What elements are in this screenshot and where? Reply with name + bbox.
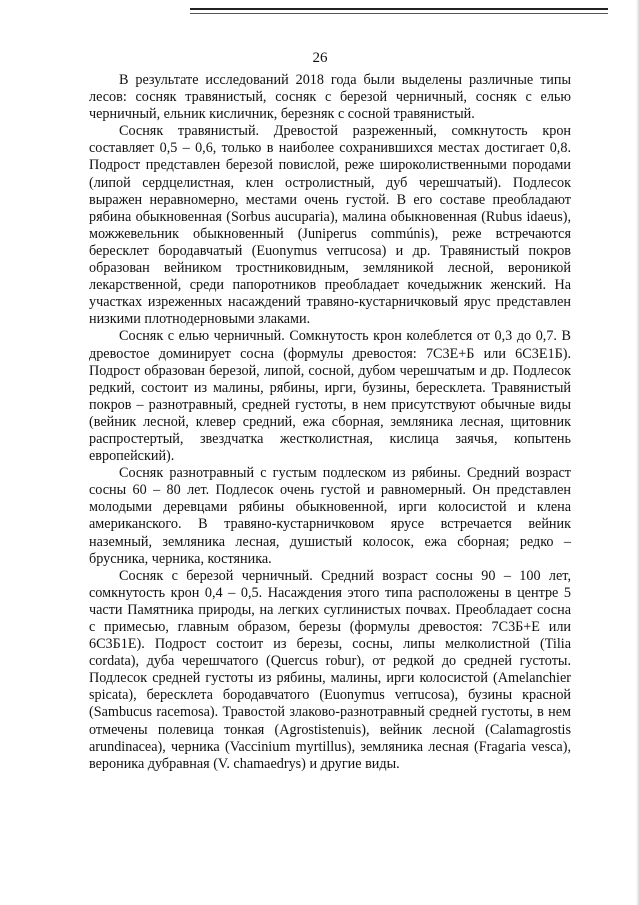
page-edge-shadow	[636, 0, 640, 905]
header-rule-thin	[190, 13, 608, 14]
paragraph-pine-forb-rowan: Сосняк разнотравный с густым подлеском из рябины. Средний возраст сосны 60 – 80 лет. Подлесок очень густой и равномерный. Он представлен молодыми деревцами рябины обыкновенной, ирги колосистой и клена американского. В травяно-кустарничковом ярусе встречается вейник наземный, земляника лесная, душистый колосок, ежа сборная; редко – брусника, черника, костяника.	[89, 465, 571, 567]
paragraph-pine-spruce-bilberry: Сосняк с елью черничный. Сомкнутость крон колеблется от 0,3 до 0,7. В древостое доминирует сосна (формулы древостоя: 7С3Е+Б или 6С3Е1Б). Подрост образован березой, липой, сосной, дубом черешчатым и др. Подлесок редкий, состоит из малины, рябины, ирги, бузины, бересклета. Травянистый покров – разнотравный, средней густоты, в нем присутствуют обычные виды (вейник лесной, клевер средний, ежа сборная, земляника лесная, щитовник распростертый, звездчатка жестколистная, кислица заячья, копытень европейский).	[89, 328, 571, 465]
paragraph-intro: В результате исследований 2018 года были выделены различные типы лесов: сосняк травянистый, сосняк с березой черничный, сосняк с елью черничный, ельник кисличник, березняк с сосной травянистый.	[89, 72, 571, 123]
paragraph-pine-birch-bilberry: Сосняк с березой черничный. Средний возраст сосны 90 – 100 лет, сомкнутость крон 0,4 – 0,5. Насаждения этого типа расположены в центре 5 части Памятника природы, на легких суглинистых почвах. Преобладает сосна с примесью, главным образом, березы (формулы древостоя: 7С3Б+Е или 6С3Б1Е). Подрост состоит из березы, сосны, липы мелколистной (Tilia cordata), дуба черешчатого (Quercus robur), от редкой до средней густоты. Подлесок средней густоты из рябины, малины, ирги колосистой (Amelanchier spicata), бересклета бородавчатого (Euonymus verrucosa), бузины красной (Sambucus racemosa). Травостой злаково-разнотравный средней густоты, в нем отмечены полевица тонкая (Agrostistenuis), вейник лесной (Calamagrostis arundinacea), черника (Vaccinium myrtillus), земляника лесная (Fragaria vesca), вероника дубравная (V. chamaedrys) и другие виды.	[89, 567, 571, 772]
paragraph-pine-grass: Сосняк травянистый. Древостой разреженный, сомкнутость крон составляет 0,5 – 0,6, только в наиболее сохранившихся местах достигает 0,8. Подрост представлен березой повислой, реже широколиственными породами (липой сердцелистная, клен остролистный, дуб черешчатый). Подлесок выражен неравномерно, местами очень густой. В его составе преобладают рябина обыкновенная (Sorbus aucuparia), малина обыкновенная (Rubus idaeus), можжевельник обыкновенный (Juniperus commúnis), реже встречаются бересклет бородавчатый (Euonymus verrucosa) и др. Травянистый покров образован вейником тростниковидным, земляникой лесной, вероникой лекарственной, среди папоротников преобладает кочедыжник женский. На участках изреженных насаждений травяно-кустарничковый ярус представлен низкими плотнодерновыми злаками.	[89, 123, 571, 328]
page-number: 26	[312, 50, 328, 66]
header-rule	[190, 8, 608, 10]
page-body	[89, 72, 571, 773]
